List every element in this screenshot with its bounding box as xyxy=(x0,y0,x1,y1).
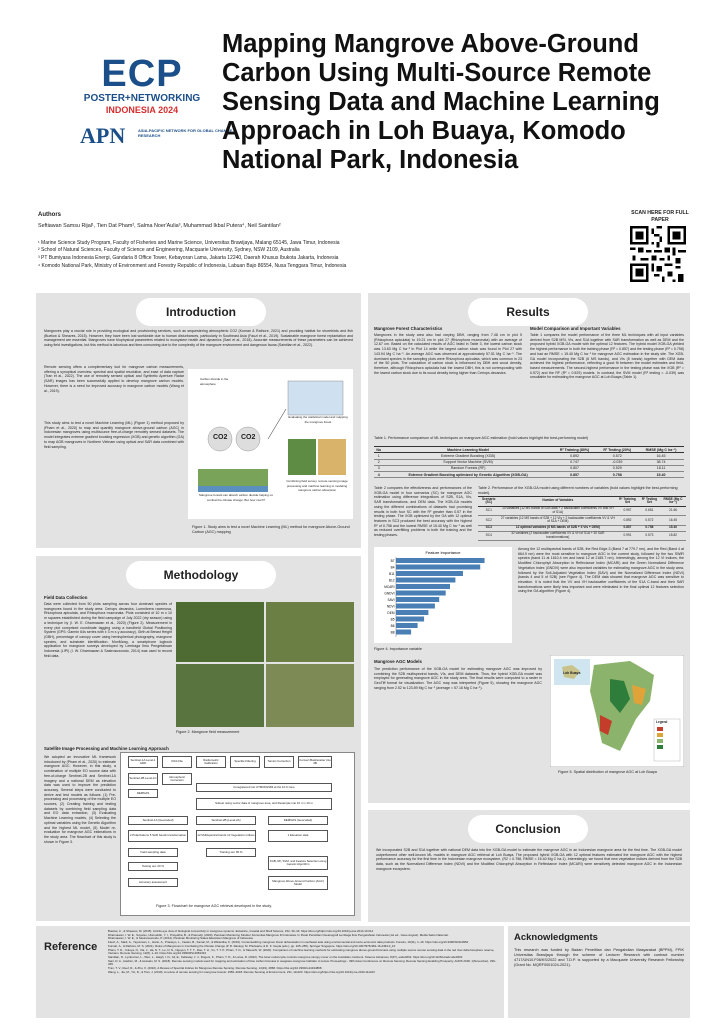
importance-bar xyxy=(396,623,418,628)
authors-heading: Authors xyxy=(38,212,61,218)
acknowledgments-heading: Acknowledgments xyxy=(514,932,598,943)
results-panel xyxy=(368,293,690,803)
importance-bar xyxy=(396,558,485,563)
table-cell: 0.651 xyxy=(639,506,660,516)
flow-box: Sentinel-1A Level-1 GRD xyxy=(128,756,158,768)
table2-caption: Table 2. Performance of the XGB-GA model using different numbers of variables (bold values highlight the best-performing model). xyxy=(478,486,678,495)
co2-label: CO2 xyxy=(213,434,228,441)
table-header-cell: R² Testing (20%) xyxy=(596,447,638,453)
table-cell: 0.991 xyxy=(616,531,639,541)
table-cell: 0.758 xyxy=(596,472,638,478)
table-header-cell: R² Training (80%) xyxy=(553,447,597,453)
table-cell: Extreme Gradient Boosting optimized by Genetic Algorithm (XGB-GA) xyxy=(383,472,552,478)
importance-bar xyxy=(396,571,463,576)
table-cell: Extreme Gradient Boosting (XGB) xyxy=(383,453,552,459)
reference-item: Tran, T. V., Reef, R., & Zhu, X. (2022). A Review of Spectral Indices for Mangrove Remote Sensing. Remote Sensing, 14(19), 4868. https://doi.org/10.3390/rs14194868 xyxy=(108,966,322,971)
importance-bar xyxy=(396,604,435,609)
reference-item: Fauzi, A., Sakti, A., Yayusman, L., Harto, A., Prasetyo, L., Irawan, B., Kamal, M., & Wikantika, K. (2019). Contextualizing mangrove forest deforestation in southeast asia using environmental and socio-economic data products. Forests, 10(11), 1–16. https://doi.org/10.3390/f10110952 xyxy=(108,940,469,945)
affiliation: ⁴ Komodo National Park, Ministry of Environment and Forestry Republic of Indonesia, Labuan Bajo 86554, Nusa Tenggara Timur, Indonesia xyxy=(38,262,347,269)
table-row xyxy=(374,472,684,478)
feature-importance-chart xyxy=(374,547,512,643)
table-cell: SC3 xyxy=(478,525,500,531)
table-cell: 0.857 xyxy=(616,525,639,531)
conclusion-panel xyxy=(368,810,690,922)
intro-paragraph: Mangroves play a crucial role in providing ecological and provisioning services, such as sequestering atmospheric CO2 (Kuman & Rathore, 2021) and providing habitat for shorebirds and fish (Buelow & Sheaves, 2015). However, they have been lost worldwide due to human disturbances, particularly in Southeast Asia (Fauzi et al., 2019). Sustainable mangrove forest replantation and management are essential. Mangroves have biophysical parameters related to ecosystem health and dynamics (Sani et al., 2018). Accurate measurements of these parameters can be achieved using field investigations, but this method is laborious and time-consuming due to the complexity of the mangrove environment and dangerous fauna (Saintilan et al., 2022). xyxy=(44,329,353,348)
ecp-tagline: POSTER+NETWORKING xyxy=(83,93,201,104)
flow-box: DEMNAS (Geocoded) xyxy=(268,816,328,825)
table-header-cell: Machine Learning Model xyxy=(383,447,552,453)
model-title: Model Comparison and Important Variables xyxy=(530,326,621,331)
introduction-panel xyxy=(36,293,361,548)
field-data-text: Data were collected from 50 plots sampling across four dominant species of mangroves found in the study area: Ceriops decandra, Lumnitzera racemosa, Rhizophora apiculata, and Rhizophora mucronata. Plots consisted of 10 m x 10 m squares established during the field campaign of July 2022 (dry season) using a technique by (I. W. E. Dharmawan et al., 2020) (Figure 2). Measurement in every plot comprised coordinate tagging using a handheld Global Positioning System (GPS: Garmin 64s series with ± 3 m x-y accuracy), Girth at Breast Height (GBH), percentage of canopy cover using hemispherical photography, mangrove species, and substrate identification. MonMang, a smartphone logbook application for mangrove surveys developed by Lembaga Ilmu Pengetahuan Indonesia (LIPI) (I. W. Dharmawan & Sastrosuwondo, 2014) was used to record field data. xyxy=(44,602,172,658)
flow-box: Sentinel-2B Level-1C xyxy=(128,773,158,785)
fig1-label: Carbon dioxide in the atmosphere xyxy=(200,377,229,386)
conclusion-heading: Conclusion xyxy=(468,815,588,843)
flow-box: Radiometric Calibration xyxy=(196,756,226,768)
importance-bar xyxy=(396,630,411,635)
reference-item: Sani, D. A., Hashim, M., & Hossain, M. S. (2018). Remote sensing models used for mapping and estimation of blue carbon biomass in seagrass-mangrove habitats: A review. Proceedings - 39th Asian Conference on Remote Sensing: Remote Sensing Enabling Prosperity, ACRS 2018, 1(November), 336–345. xyxy=(108,958,497,967)
field-data-title: Field Data Collection xyxy=(44,595,88,600)
table-cell: 32 variables (2 backscatter coefficients VV & VH of S1A + 30 SAR transformations) xyxy=(500,531,617,541)
table-header-cell: Number of Variables xyxy=(500,497,617,507)
qr-code-icon[interactable] xyxy=(630,226,686,282)
table-row xyxy=(478,516,686,526)
reference-item: Kumari, A., & Rathore, M. S. (2021). Roles of Mangroves in Combating the Climate Change (P. R. Rastogi, M. Phulwaria, & D. K. Gupta (eds.); pp. 225–255). Springer Singapore. https://doi.org/10.1007/978-981-16-2494-0_10 xyxy=(108,943,396,948)
methodology-heading: Methodology xyxy=(126,561,276,589)
importance-bar xyxy=(396,591,446,596)
bar-label: B8 xyxy=(390,630,395,635)
table-cell: 18.11 xyxy=(638,465,684,471)
fig1-label: Combining field survey, remote sensing image processing and machine learning to modeling mangrove carbon absorption xyxy=(286,479,348,493)
figure3-caption: Figure 3. Flowchart for mangrove AGC retrieval developed in the study. xyxy=(156,904,272,908)
bar-label: SAVI xyxy=(387,598,395,602)
satellite-text: We adopted an innovative ML framework introduced by (Pham et al., 2020) to estimate mangrove AGC. However, in this study, a combination of multiple EO source data with free-of-charge Sentinel-2B and Sentinel-1A imagery and a national DEM as elevation data was used to improve the prediction accuracy. Several steps were conducted to derive and test models as follows: (1) Pre-processing and processing of the multiple EO sources, (2) Creating training and testing datasets by combining field sampling data and EO data extraction, (3) Evaluating Machine Learning models, (4) Selecting the optimal variables using the Genetic Algorithm and the highest ML model, (5) Model re-evaluation for mangrove AGC estimations in the study area. The flowchart of this study is shown in Figure 3. xyxy=(44,755,116,844)
flow-box: Coregistered into UTM/WGS84 at the 10.0 zone xyxy=(196,783,332,792)
acknowledgments-panel xyxy=(508,926,690,1018)
affiliation: ¹ Marine Science Study Program, Faculty of Fisheries and Marine Science, Universitas Brawijaya, Malang 65145, Jawa Timur, Indonesia xyxy=(38,239,340,246)
author-names: Seftiawan Samsu Rijal¹, Tien Dat Pham², Salma Noer'Aulia³, Muhammad Ikbal Putera⁴, Neil Saintilan² xyxy=(38,222,281,229)
intro-paragraph: This study aims to test a novel Machine Learning (ML) (Figure 1) method proposed by (Pham et al., 2020) to map and quantify mangrove above-ground carbon (AGC) in Indonesian mangroves using multisource free-of-charge remotely sensed datasets. The model integrates extreme gradient boosting regression (XGB) and genetic algorithm (GA) to map AGB mangroves in Northern Vietnam using optical and SAR data combined with field sampling. xyxy=(44,421,184,449)
reference-item: Wang, L., Jia, M., Yin, D., & Tian, J. (2019). A review of remote sensing for mangrove forests: 1956–2018. Remote Sensing of Environment, 231, 111223. https://doi.org/https://doi.org/10.1016/j.rse.2019.111223 xyxy=(108,969,375,974)
conclusion-text: We incorporated S2B and S1A together with national DEM data into the XGB-GA model to estimate the mangrove AGC in an Indonesian mangrove area for the first time. The XGB-GA model outperformed other well-known ML models in mangrove AGC retrieval at Loh Buaya. The proposed hybrid XGB-GA with 12 optimal features estimated the mangrove AGC with the highest performance accuracy for the first time in the Indonesian mangrove ecosystem. (R2 = 0.758, RMSE = 15.40 Mg C ha-1). Interestingly, we found that new vegetation indices derived from the S2B data, such as the Normalized Difference Index (NDVI) and the Modified Chlorophyll Absorption in Reflectance Index (MCARI) were sensitively detected mangrove AGC in the Indonesian mangrove ecosystem. xyxy=(376,848,682,871)
figure2-caption: Figure 2. Mangrove field measurement xyxy=(176,730,240,734)
methodology-panel xyxy=(36,556,361,921)
flow-box: Accuracy assessment xyxy=(128,878,178,887)
flow-box: Field sampling data xyxy=(128,848,178,857)
scan-label: SCAN HERE FOR FULL PAPER xyxy=(631,210,689,223)
results-heading: Results xyxy=(468,298,588,326)
flow-box: Mangrove Above-Ground Carbon (AGC) Model xyxy=(268,876,328,890)
affiliation: ³ PT Bumiyasa Indonesia Energi, Gandaria 8 Office Tower, Kebayoran Lama, Jakarta 12240, Daerah Khusus Ibukota Jakarta, Indonesia xyxy=(38,255,339,261)
flow-box: Orbit File xyxy=(162,756,192,768)
ecp-event: INDONESIA 2024 xyxy=(105,105,179,115)
flow-box: 2 Polarizations 5 SAR bands transformation xyxy=(128,830,188,842)
flow-box: Terrain Correction xyxy=(264,756,294,768)
table1-caption: Table 1. Performance comparison of ML techniques on mangrove AGC estimation (bold values highlight the best-performing model) xyxy=(374,436,589,440)
bar-label: DEM xyxy=(387,611,395,615)
table-cell: 15.40 xyxy=(638,472,684,478)
co2-label: CO2 xyxy=(241,434,256,441)
table-cell: Support Vector Machine (SVM) xyxy=(383,459,552,465)
table-cell: SC4 xyxy=(478,531,500,541)
table-row xyxy=(478,506,686,516)
table-cell: 15.40 xyxy=(660,525,686,531)
reference-heading: Reference xyxy=(44,941,98,953)
table-cell: 14 variables (12 MS bands of S2B data + 2 backscatter coefficients VV and VH of S1A) xyxy=(500,506,617,516)
acknowledgments-text: This research was funded by Badan Penelitian dan Pengabdian Masyarakat (BPPM), FPIK Universitas Brawijaya through the scheme of Lecturer Research with contract number 4717/UN10.F06/KS/2022 and T.D.P. is supported by a Macquarie University Research Fellowship (Grant No. MQRF0001024-2021). xyxy=(514,948,684,967)
importance-bar xyxy=(396,610,428,615)
table-header-cell: No xyxy=(374,447,383,453)
bar-label: B7 xyxy=(390,559,395,563)
model-text: Table 1 compares the model performance of the three ML techniques with all input variables derived from S2B MSI, VIs, and S1A together with SAR transformation as well as DEM and the proposed hybrid XGB-GA model with the optimal 12 features. The hybrid model XGB-GA yielded the highest performance in both the training phase (R² = 0.857) and the testing phase (R² = 0.758) and had an RMSE = 15.40 Mg C ha⁻¹ for mangrove AGC estimation in the study site. The XGB-GA model incorporating the S2B (6 MS bands), and VIs (5 bands) together with DEM data achieved the highest performance, reflecting a good fit between the model estimates and field-based measurements. The second-highest performance in the testing phase was the XGB (R² = 0.572) and the RF (R² = 0.529) models. In contrast, the SVM model (R² testing = -0.039) was unsuitable for estimating the mangrove AGC at Loh Buaya (Table 1). xyxy=(530,333,684,380)
reference-item: Saintilan, N., Lymburner, L., Wen, L., Haigh, I. D., Ali, E., Kelleway, J. J., Rogers, K., Pham, T. D., & Lucas, R. (2022). The lunar nodal cycle controls mangrove canopy cover on the Australian continent. Science Advances, 8(37), eabo4602. https://doi.org/10.1126/sciadv.abo4602 xyxy=(108,954,463,959)
table-row xyxy=(478,531,686,541)
importance-bar xyxy=(396,584,450,589)
table-cell: 0.747 xyxy=(553,459,597,465)
satellite-title: Satellite Image Processing and Machine Learning Approach xyxy=(44,746,169,751)
bar-label: NDVI xyxy=(386,604,395,609)
table-cell: 15.82 xyxy=(660,531,686,541)
table-header-cell: RMSE (Mg C ha⁻¹) xyxy=(638,447,684,453)
flow-box: Subset using vector data of mangrove area, and Resample into 10 m x 10 m xyxy=(196,798,332,810)
importance-bar xyxy=(396,617,424,622)
flow-box: 1 Elevation data xyxy=(268,830,328,842)
table-cell: 16.45 xyxy=(638,453,684,459)
ecp-logo xyxy=(72,55,212,116)
table-cell: SC1 xyxy=(478,506,500,516)
table-cell: 0.758 xyxy=(639,525,660,531)
table-cell: SC2 xyxy=(478,516,500,526)
table-cell: Random Forests (RF) xyxy=(383,465,552,471)
figure5-caption: Figure 5. Spatial distribution of mangrove AGC at Loh Buaya xyxy=(558,770,657,774)
bar-label: GNDVI xyxy=(384,591,395,596)
table-1 xyxy=(374,446,684,478)
agc-title: Mangrove AGC Models xyxy=(374,659,422,664)
affiliation: ² School of Natural Sciences, Faculty of Science and Engineering, Macquarie University, Sydney, NSW 2109, Australia xyxy=(38,247,300,254)
poster-title: Mapping Mangrove Above-Ground Carbon Using Multi-Source Remote Sensing Data and Machine Learning Approach in Loh Buaya, Komodo National Park, Indonesia xyxy=(222,30,660,174)
table-header-cell: RMSE (Mg C ha⁻¹) xyxy=(660,497,686,507)
variables-text: Among the 12 multispectral bands of S2B, the Red Edge-3 (Band 7 at 779.7 nm), and the Red (Band 4 at 664.9 nm) were the most sensitive to mangrove AGC in the current study, followed by the two SWIR spectra (band 11 at 1610.4 nm and band 12 at 2185.7 nm). Interestingly, among the 12 VI indices, the Modified Chlorophyll Absorption in Reflectance Index (MCARI) and the Green Normalized Difference Vegetation Index (GNDVI) were also important variables for estimating mangrove AGC in the study area, followed by the Soil-Adjusted Vegetation Index (SAVI) and the Normalized Difference Index (NDVI) (bands 4 and 5 of S2B) (see Figure 4). The DEM data showed that mangrove AGC was sensitive to elevation. It is noted that the VV and VH backscatter coefficients of the S1A C-band and their SAR transformations were likely less important and were eliminated in the final optimal 12 features selection using the GA algorithm (Figure 4). xyxy=(518,547,684,594)
field-photos xyxy=(176,602,354,727)
reference-item: Dharmawan, I. W. E., Suyarso, Ulumuddin, Y. I., Prayudha, B., & Pramudji. (2020). Panduan Monitoring Struktur Komunitas Mangrove Di Indonesia. In Pusat Penelitian Oseanografi Lembaga Ilmu Pengetahuan Indonesia (1st ed., Issue August). Media Sains Nasional. xyxy=(108,932,449,937)
importance-bar xyxy=(396,565,480,570)
table-cell: 0.892 xyxy=(616,516,639,526)
table-cell: 0.857 xyxy=(553,472,597,478)
flow-box: Sentinel-2B (Level-2A) xyxy=(196,816,256,825)
reference-item: Pham, T. D., Yokoya, N., Xia, J., Ha, N. T., Le, N. N., Nguyen, T. T. T., Dao, T. H., Vu, T. T. P., Pham, T. D., & Takeuchi, W. (2020). Comparison of machine learning methods for estimating mangrove above-ground biomass using multiple source remote sensing data in the red river delta biosphere reserve, Vietnam. Remote Sensing, 12(8), 1–24. https://doi.org/10.3390/RS12081334 xyxy=(108,947,495,956)
figure1-caption: Figure 1. Study aims to test a novel Machine Learning (ML) method for mangrove Above-Ground Carbon (AGC) mapping xyxy=(192,525,350,534)
reference-panel xyxy=(36,926,504,1018)
table-header-cell: R² Testing Set xyxy=(639,497,660,507)
flow-box: Atmospheric Correction xyxy=(162,773,192,785)
reference-item: Buelow, C., & Sheaves, M. (2015). A birds-eye view of biological connectivity in mangrove systems. Estuarine, Coastal and Shelf Science, 152, 33–43. https://doi.org/https://doi.org/10.1016/j.ecss.2014.10.014 xyxy=(108,929,374,933)
bar-label: B4 xyxy=(390,565,395,570)
table-cell: 16.45 xyxy=(660,516,686,526)
table-cell: 27 variables (12 MS bands of S2B + 12 VIs + 2 backscatter coefficients VV & VH of S1A + DEM) xyxy=(500,515,615,524)
apn-full-name: ASIA-PACIFIC NETWORK FOR GLOBAL CHANGE RESEARCH xyxy=(138,128,233,138)
bar-label: B5 xyxy=(390,617,395,622)
table-cell: 2 xyxy=(374,459,383,465)
table2-text: Table 2 compares the effectiveness and performances of the XGB-GA model in four scenarios (SC) for mangrove AGC estimation using difference integrations of S2B, S1A, VIs, SAR transformations, and DEM data. The XGB-GA models using the different combinations of datasets had promising results in both four SC with the R² greater than 0.57 in the testing phase. The XGB optimized by the GA with 12 optimal features in SC3 produced the best accuracy with the highest R² of 0.758 and the lowest RMSE of 15.40 Mg C ha⁻¹ as well as reduced overfitting problems in both the training and the testing phases. xyxy=(374,486,472,538)
flow-box: Speckle Filtering xyxy=(230,756,260,768)
bar-label: B12 xyxy=(388,578,395,583)
table-cell: 21.66 xyxy=(660,506,686,516)
flow-box: Convert Backscatter into dB xyxy=(298,756,332,768)
table-cell: 0.529 xyxy=(596,465,638,471)
flow-box: 12 Multispectral bands 12 Vegetation indices xyxy=(196,830,256,842)
intro-paragraph: Remote sensing offers a complementary tool for mangrove carbon measurements, offering a synoptical overview, spectral and spatial resolution, and ease of data capture (Tran et al., 2022). The use of remotely sensed optical and Synthetic Aperture Radar (SAR) images has been successfully applied to develop mangrove carbon models. However, there is a need for improved accuracy in mangrove carbon models (Wang et al., 2019). xyxy=(44,365,184,393)
map-title: Loh Buaya xyxy=(563,671,581,675)
table-cell: 0.572 xyxy=(639,516,660,526)
forest-text: Mangroves in the study area also had varying DBH, ranging from 7.48 cm in plot 5 (Rhizophora apiculata) to 19.21 cm in plot 27 (Rhizophora mucronata) with an average of 12.67 cm. Based on the calculated results of AGC listed in Table 3, the lowest carbon stock was 13.63 Mg C ha⁻¹ in Plot 14 while the largest carbon stock was found in Plot 27 with 143.94 Mg C ha⁻¹. An average AGC was observed at approximately 57.51 Mg C ha⁻¹. The dominant species in the sampling plots were Rhizophora apiculata, which was common in 23 of the 50 plots. The calculation of carbon stock is influenced by DBH and wood density, therefore, although Rhizophora apiculata had the lowest DBH, this is not corresponding with the lowest carbon stock due to its wood density being higher than Ceriops decandra. xyxy=(374,333,522,375)
bar-label: MCARI xyxy=(384,585,395,589)
fig1-label: Evaluating the statistical model and mapping the mangrove forest xyxy=(288,415,348,424)
reference-item: Dharmawan, I. W. E., & Sastrosuwondo, P. (2014). Panduan Monitoring Status Ekosistem Mangrove di Indonesia. xyxy=(108,936,254,941)
agc-text: The prediction performance of the XGB-GA model for estimating mangrove AGC was improved by combining the S2B multispectral bands, VIs, and DEM datasets. Thus, the hybrid XGB-GA model was employed for generating mangrove AGC in the study area. The final results were computed to a raster in GeoTiff format for visualization. The AGC map was interpreted (Figure 5), showing the mangrove AGC ranging from 2.52 to 123.89 Mg C ha⁻¹ (average = 57.16 Mg C ha⁻¹). xyxy=(374,667,542,690)
flow-box: DEMNAS xyxy=(128,789,158,798)
table-cell: 12 optimal variables (6 MS bands of S2B + 5 VIs + DEM) xyxy=(500,525,617,531)
forest-title: Mangrove Forest Characteristics xyxy=(374,326,443,331)
importance-bar xyxy=(396,597,439,602)
flow-box: Sentinel-1A (Geocoded) xyxy=(128,816,188,825)
table-cell: 3 xyxy=(374,465,383,471)
figure4-caption: Figure 4. Importance variable xyxy=(374,647,422,651)
table-cell: 0.807 xyxy=(553,465,597,471)
flow-box: XGB, RF, SVM, and Feature Selection using Genetic Algorithm xyxy=(268,856,328,870)
reference-list xyxy=(108,930,500,974)
table-cell: 0.572 xyxy=(596,453,638,459)
table-header-cell: Scenario (SC) xyxy=(478,497,500,507)
bar-label: B6 xyxy=(390,624,395,628)
flow-box: Training set: 80 % xyxy=(206,848,256,857)
chart-title: Feature Importance xyxy=(425,550,461,555)
introduction-heading: Introduction xyxy=(136,298,266,326)
fig1-label: Mangrove forests can absorb carbon dioxide helping us combat the climate change. But how much? xyxy=(199,493,273,502)
table-cell: 4 xyxy=(374,472,383,478)
poster-header xyxy=(0,0,724,210)
table-cell: 1 xyxy=(374,453,383,459)
table-cell: 0.892 xyxy=(553,453,597,459)
flow-box: Testing set: 20 % xyxy=(128,862,178,871)
authors-block xyxy=(38,212,598,270)
bar-label: B11 xyxy=(389,572,395,576)
table-header-row xyxy=(478,497,686,507)
table-cell: 0.997 xyxy=(616,506,639,516)
apn-logo xyxy=(80,124,240,148)
ecp-logo-text: ECP xyxy=(101,53,183,95)
table-header-cell: R² Training Set xyxy=(616,497,639,507)
table-2 xyxy=(478,496,686,541)
apn-logo-text: APN xyxy=(80,123,126,148)
table-cell: -0.039 xyxy=(596,459,638,465)
table-cell: 0.573 xyxy=(639,531,660,541)
importance-bar xyxy=(396,578,455,583)
table-cell: 38.74 xyxy=(638,459,684,465)
map-legend-title: Legend xyxy=(656,720,668,724)
